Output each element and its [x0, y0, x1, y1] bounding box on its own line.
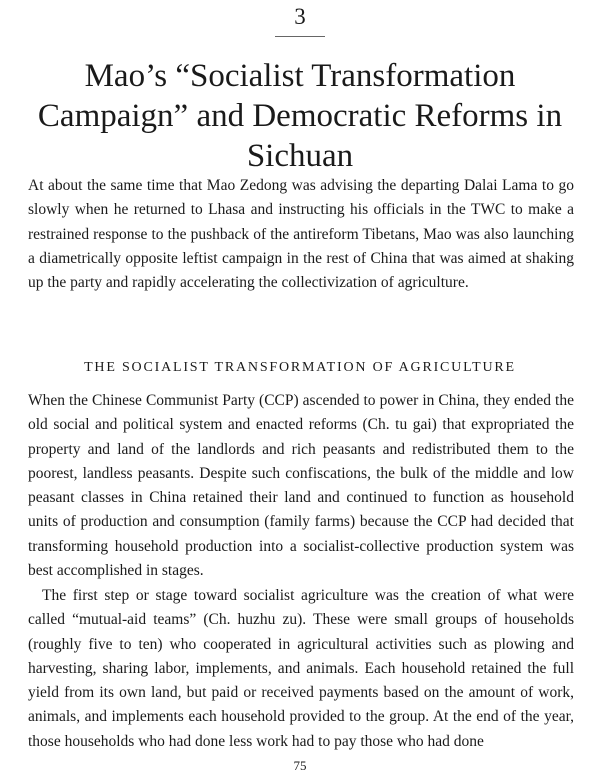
section-heading: THE SOCIALIST TRANSFORMATION OF AGRICULTURE — [84, 360, 516, 375]
page-number: 75 — [293, 758, 307, 773]
intro-paragraph: At about the same time that Mao Zedong was advising the departing Dalai Lama to go slowly when he returned to Lhasa and instructing his officials in the TWC to make a restrained response to the pushback of the antireform Tibetans, Mao was also launching a diametrically opposite leftist campaign in the rest of China that was aimed at shaking up the party and rapidly accelerating the collectivization of agriculture. — [28, 177, 574, 292]
chapter-title: Mao’s “Socialist Transformation Campaign” and Democratic Reforms in Sichuan — [37, 58, 563, 174]
section-paragraph-2: The first step or stage toward socialist agriculture was the creation of what were called “mutual-aid teams” (Ch. huzhu zu). These were small groups of households (roughly five to ten) who cooperated in agricultural activities such as plowing and harvesting, sharing labor, implements, and animals. Each household retained the full yield from its own land, but paid or received payments based on the amount of work, animals, and implements each household provided to the group. At the end of the year, those households who had done less work had to pay those who had done — [28, 587, 574, 750]
chapter-number: 3 — [294, 4, 306, 29]
chapter-number-rule — [275, 36, 325, 37]
section-paragraph-1: When the Chinese Communist Party (CCP) ascended to power in China, they ended the old social and political system and enacted reforms (Ch. tu gai) that expropriated the property and land of the landlords and rich peasants and redistributed them to the poorest, landless peasants. Despite such confiscations, the bulk of the middle and low peasant classes in China retained their land and continued to function as household units of production and consumption (family farms) because the CCP had decided that transforming household production into a socialist-collective production system was best accomplished in stages. — [28, 392, 574, 580]
